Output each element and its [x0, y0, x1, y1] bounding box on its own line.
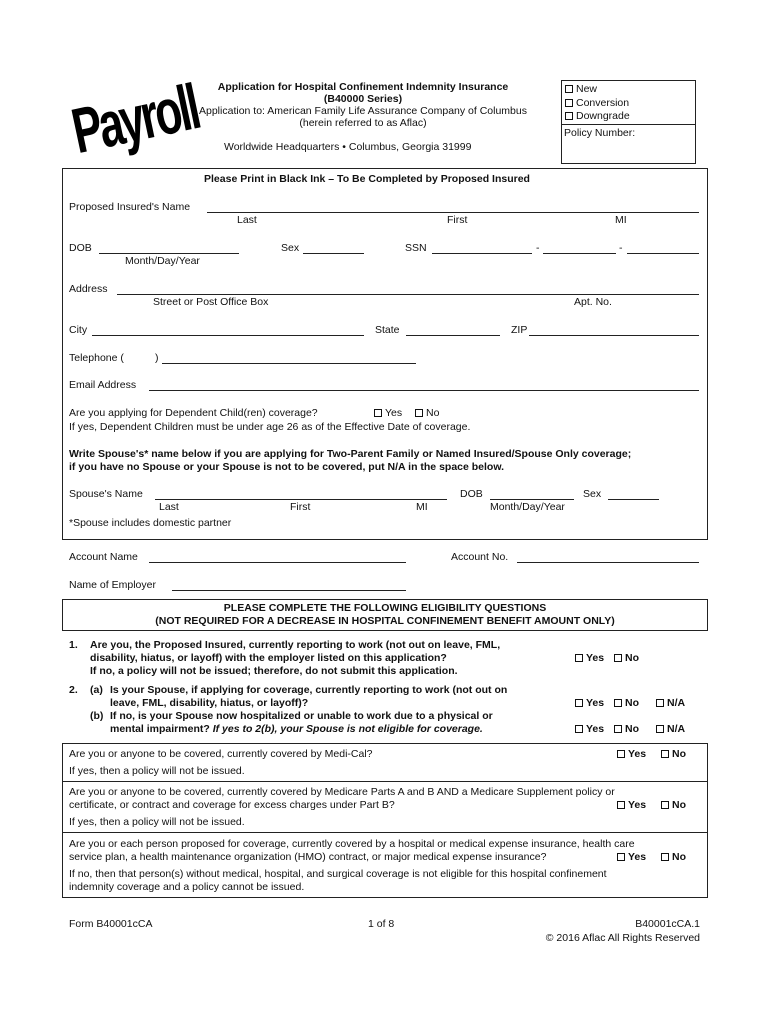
- checkbox-new[interactable]: [565, 85, 573, 93]
- dob-format-caption: Month/Day/Year: [125, 255, 200, 267]
- eligibility-heading: [62, 602, 708, 627]
- q2b-yes[interactable]: Yes: [575, 723, 604, 735]
- address-field[interactable]: [117, 294, 699, 295]
- checkbox-dependent-no[interactable]: [415, 409, 423, 417]
- spouse-last-caption: Last: [159, 501, 179, 513]
- form-title: Application for Hospital Confinement Indemnity Insurance: [217, 81, 509, 93]
- spouse-instruction-line1: Write Spouse's* name below if you are applying for Two-Parent Family or Named Insured/Spouse Only coverage;: [69, 448, 632, 460]
- email-label: Email Address: [69, 379, 137, 391]
- medicare-question-line2: certificate, or contract and coverage for excess charges under Part B?: [69, 799, 395, 811]
- footer-form-id: Form B40001cCA: [69, 918, 153, 930]
- q1-yes[interactable]: Yes: [575, 652, 604, 664]
- headquarters-address: Worldwide Headquarters • Columbus, Georgia 31999: [224, 141, 472, 153]
- sex-label: Sex: [281, 242, 300, 254]
- checkbox-downgrade[interactable]: [565, 112, 573, 120]
- spouse-instruction-line2: if you have no Spouse or your Spouse is not to be covered, put N/A in the space below.: [69, 461, 505, 473]
- form-company: Application to: American Family Life Assurance Company of Columbus: [199, 105, 527, 117]
- account-name-field[interactable]: [149, 562, 406, 563]
- form-company-alias: (herein referred to as Aflac): [299, 117, 427, 129]
- q2b-label: (b): [90, 710, 104, 722]
- q2b-note: If yes to 2(b), your Spouse is not eligible for coverage.: [212, 723, 483, 735]
- zip-label: ZIP: [511, 324, 528, 336]
- q2a-no[interactable]: No: [614, 697, 639, 709]
- q2a-line1: Is your Spouse, if applying for coverage, currently reporting to work (not out on: [110, 684, 508, 696]
- ink-instruction: Please Print in Black Ink – To Be Completed by Proposed Insured: [204, 173, 530, 185]
- checkbox-medicare-yes[interactable]: [617, 801, 625, 809]
- account-no-label: Account No.: [451, 551, 509, 563]
- telephone-label: Telephone (: [69, 352, 124, 364]
- spouse-note: *Spouse includes domestic partner: [69, 517, 232, 529]
- dependent-no[interactable]: No: [415, 407, 439, 419]
- policy-box-divider: [561, 124, 696, 125]
- apt-caption: Apt. No.: [574, 296, 612, 308]
- spouse-dob-format-caption: Month/Day/Year: [490, 501, 565, 513]
- option-downgrade[interactable]: Downgrade: [565, 110, 630, 122]
- mi-caption: MI: [615, 214, 627, 226]
- insured-info-section: [62, 168, 708, 540]
- q1-line3: If no, a policy will not be issued; therefore, do not submit this application.: [90, 665, 458, 677]
- checkbox-q1-no[interactable]: [614, 654, 622, 662]
- medicare-note: If yes, then a policy will not be issued.: [69, 816, 245, 828]
- city-field[interactable]: [92, 335, 364, 336]
- spouse-dob-label: DOB: [460, 488, 483, 500]
- ssn-field-3[interactable]: [627, 253, 699, 254]
- form-title-block: [170, 81, 556, 129]
- hospital-note-line2: indemnity coverage and a policy cannot be issued.: [69, 881, 305, 893]
- insured-name-label: Proposed Insured's Name: [69, 201, 191, 213]
- q2b-line2: mental impairment? If yes to 2(b), your Spouse is not eligible for coverage.: [110, 723, 483, 735]
- medicare-yes[interactable]: Yes: [617, 799, 646, 811]
- telephone-field[interactable]: [162, 363, 416, 364]
- q1-no[interactable]: No: [614, 652, 639, 664]
- q2b-no[interactable]: No: [614, 723, 639, 735]
- footer-copyright: © 2016 Aflac All Rights Reserved: [545, 932, 700, 944]
- q1-number: 1.: [69, 639, 78, 651]
- payroll-logo: [66, 71, 204, 168]
- spouse-sex-field[interactable]: [608, 499, 659, 500]
- policy-number-label: Policy Number:: [564, 127, 636, 139]
- eligibility-heading-line2: (NOT REQUIRED FOR A DECREASE IN HOSPITAL CONFINEMENT BENEFIT AMOUNT ONLY): [155, 615, 615, 627]
- first-name-caption: First: [447, 214, 468, 226]
- dob-field[interactable]: [99, 253, 239, 254]
- checkbox-conversion[interactable]: [565, 99, 573, 107]
- account-name-label: Account Name: [69, 551, 138, 563]
- sex-field[interactable]: [303, 253, 364, 254]
- checkbox-q1-yes[interactable]: [575, 654, 583, 662]
- q2a-na[interactable]: N/A: [656, 697, 685, 709]
- q1-line1: Are you, the Proposed Insured, currently reporting to work (not out on leave, FML,: [90, 639, 501, 651]
- checkbox-q2b-na[interactable]: [656, 725, 664, 733]
- checkbox-hospital-yes[interactable]: [617, 853, 625, 861]
- q2a-yes[interactable]: Yes: [575, 697, 604, 709]
- checkbox-q2a-no[interactable]: [614, 699, 622, 707]
- telephone-close-paren: ): [155, 352, 159, 364]
- q2a-line2: leave, FML, disability, hiatus, or layoff)?: [110, 697, 309, 709]
- checkbox-q2a-na[interactable]: [656, 699, 664, 707]
- ssn-field-2[interactable]: [543, 253, 616, 254]
- hospital-yes[interactable]: Yes: [617, 851, 646, 863]
- hospital-question-line2: service plan, a health maintenance organization (HMO) contract, or major medical expense insurance?: [69, 851, 547, 863]
- medicare-question-line1: Are you or anyone to be covered, currently covered by Medicare Parts A and B AND a Medicare Supplement policy or: [69, 786, 615, 798]
- checkbox-medicare-no[interactable]: [661, 801, 669, 809]
- hospital-question-line1: Are you or each person proposed for coverage, currently covered by a hospital or medical expense insurance, health care: [69, 838, 635, 850]
- city-label: City: [69, 324, 88, 336]
- dependent-yes[interactable]: Yes: [374, 407, 402, 419]
- checkbox-q2a-yes[interactable]: [575, 699, 583, 707]
- checkbox-dependent-yes[interactable]: [374, 409, 382, 417]
- checkbox-hospital-no[interactable]: [661, 853, 669, 861]
- payroll-logo-text: Payroll: [66, 71, 204, 168]
- checkbox-q2b-yes[interactable]: [575, 725, 583, 733]
- dob-label: DOB: [69, 242, 92, 254]
- area-code-field[interactable]: [136, 350, 154, 364]
- form-series: (B40000 Series): [323, 93, 403, 105]
- footer-page-number: 1 of 8: [368, 918, 395, 930]
- q2b-na[interactable]: N/A: [656, 723, 685, 735]
- checkbox-medi-cal-no[interactable]: [661, 750, 669, 758]
- state-field[interactable]: [406, 335, 500, 336]
- ssn-label: SSN: [405, 242, 427, 254]
- spouse-dob-field[interactable]: [490, 499, 574, 500]
- state-label: State: [375, 324, 400, 336]
- account-no-field[interactable]: [517, 562, 699, 563]
- street-caption: Street or Post Office Box: [153, 296, 269, 308]
- footer-form-code: B40001cCA.1: [635, 918, 700, 930]
- q2b-line1: If no, is your Spouse now hospitalized or unable to work due to a physical or: [110, 710, 493, 722]
- last-name-caption: Last: [237, 214, 257, 226]
- dependent-note: If yes, Dependent Children must be under age 26 as of the Effective Date of coverage.: [69, 421, 471, 433]
- address-label: Address: [69, 283, 108, 295]
- checkbox-medi-cal-yes[interactable]: [617, 750, 625, 758]
- spouse-mi-caption: MI: [416, 501, 428, 513]
- medi-cal-no[interactable]: No: [661, 748, 686, 760]
- spouse-name-field[interactable]: [155, 499, 447, 500]
- policy-number-field[interactable]: [562, 140, 694, 162]
- email-field[interactable]: [149, 390, 699, 391]
- medical-divider-2: [62, 832, 708, 833]
- spouse-sex-label: Sex: [583, 488, 602, 500]
- q2a-label: (a): [90, 684, 103, 696]
- spouse-first-caption: First: [290, 501, 311, 513]
- ssn-separator-2: -: [619, 242, 623, 254]
- insured-name-field[interactable]: [207, 212, 699, 213]
- medicare-no[interactable]: No: [661, 799, 686, 811]
- hospital-note-line1: If no, then that person(s) without medical, hospital, and surgical coverage is not eligible for this hospital confinement: [69, 868, 607, 880]
- ssn-separator-1: -: [536, 242, 540, 254]
- eligibility-heading-line1: PLEASE COMPLETE THE FOLLOWING ELIGIBILITY QUESTIONS: [223, 602, 547, 614]
- ssn-field-1[interactable]: [432, 253, 532, 254]
- q1-line2: disability, hiatus, or layoff) with the employer listed on this application?: [90, 652, 447, 664]
- medi-cal-question: Are you or anyone to be covered, currently covered by Medi-Cal?: [69, 748, 373, 760]
- checkbox-q2b-no[interactable]: [614, 725, 622, 733]
- medi-cal-yes[interactable]: Yes: [617, 748, 646, 760]
- option-conversion[interactable]: Conversion: [565, 97, 629, 109]
- employer-label: Name of Employer: [69, 579, 156, 591]
- zip-field[interactable]: [529, 335, 699, 336]
- employer-field[interactable]: [172, 590, 406, 591]
- hospital-no[interactable]: No: [661, 851, 686, 863]
- spouse-name-label: Spouse's Name: [69, 488, 143, 500]
- option-new[interactable]: New: [565, 83, 597, 95]
- dependent-question: Are you applying for Dependent Child(ren) coverage?: [69, 407, 318, 419]
- medi-cal-note: If yes, then a policy will not be issued.: [69, 765, 245, 777]
- q2-number: 2.: [69, 684, 78, 696]
- medical-divider-1: [62, 781, 708, 782]
